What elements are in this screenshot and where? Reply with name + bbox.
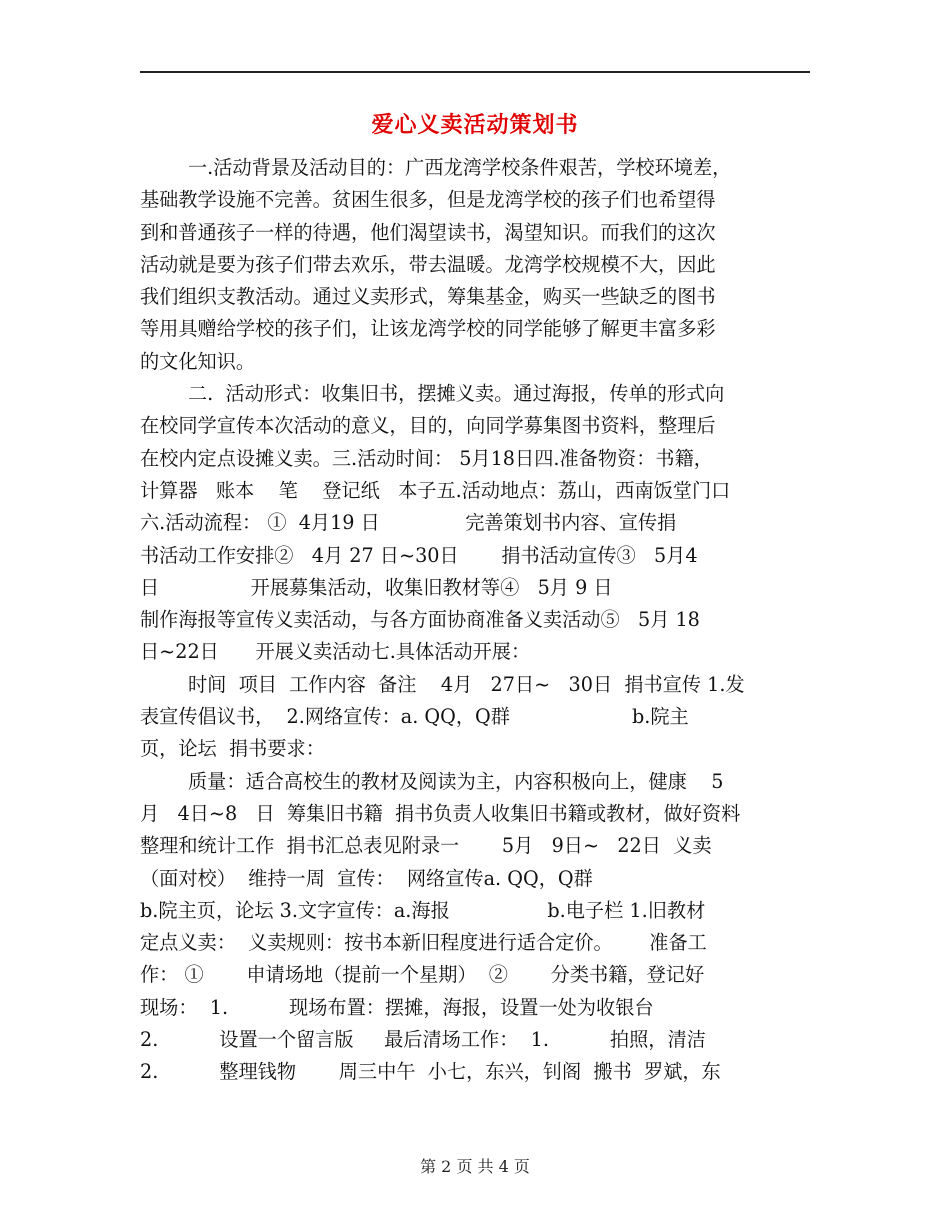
paragraph-line: 制作海报等宣传义卖活动，与各方面协商准备义卖活动⑤ 5月 18 [140, 608, 700, 632]
paragraph-line: 日~22日 开展义卖活动七.具体活动开展： [140, 640, 531, 664]
paragraph-line: 一.活动背景及活动目的：广西龙湾学校条件艰苦，学校环境差， [188, 156, 732, 179]
paragraph-line: 二. 活动形式：收集旧书，摆摊义卖。通过海报，传单的形式向 [188, 382, 725, 406]
paragraph-line: 整理和统计工作 捐书汇总表见附录一 5月 9日~ 22日 义卖 [140, 834, 712, 858]
paragraph-line: （面对校） 维持一周 宣传： 网络宣传a. QQ，Q群 [140, 866, 593, 890]
paragraph-line: 等用具赠给学校的孩子们，让该龙湾学校的同学能够了解更丰富多彩 [140, 317, 716, 341]
paragraph-line: 的文化知识。 [140, 349, 256, 373]
document-title: 爱心义卖活动策划书 [371, 112, 579, 138]
paragraph-line: 计算器 账本 笔 登记纸 本子五.活动地点：荔山，西南饭堂门口 [140, 478, 731, 502]
paragraph-line: 2. 设置一个留言版 最后清场工作： 1. 拍照，清洁 [140, 1028, 706, 1052]
paragraph-line: 在校同学宣传本次活动的意义，目的，向同学募集图书资料，整理后 [140, 414, 716, 438]
document-body [140, 152, 808, 1089]
paragraph-line: b.院主页，论坛 3.文字宣传：a.海报 b.电子栏 1.旧教材 [140, 898, 706, 922]
paragraph-line: 基础教学设施不完善。贫困生很多，但是龙湾学校的孩子们也希望得 [140, 188, 716, 212]
paragraph-line: 时间 项目 工作内容 备注 4月 27日~ 30日 捐书宣传 1.发 [188, 672, 745, 696]
paragraph-line: 定点义卖： 义卖规则：按书本新旧程度进行适合定价。 准备工 [140, 931, 707, 955]
paragraph-line: 页，论坛 捐书要求： [140, 737, 325, 761]
paragraph-line: 作： ① 申请场地（提前一个星期） ② 分类书籍，登记好 [140, 963, 705, 987]
paragraph-line: 活动就是要为孩子们带去欢乐，带去温暖。龙湾学校规模不大，因此 [140, 252, 716, 276]
header-rule [140, 71, 810, 73]
paragraph-line: 书活动工作安排② 4月 27 日~30日 捐书活动宣传③ 5月4 [140, 543, 698, 567]
paragraph-line: 我们组织支教活动。通过义卖形式，筹集基金，购买一些缺乏的图书 [140, 285, 716, 309]
paragraph-line: 质量：适合高校生的教材及阅读为主，内容积极向上，健康 5 [188, 769, 724, 793]
paragraph-line: 到和普通孩子一样的待遇，他们渴望读书，渴望知识。而我们的这次 [140, 220, 716, 244]
paragraph-line: 现场： 1. 现场布置：摆摊，海报，设置一处为收银台 [140, 995, 654, 1019]
paragraph-line: 日 开展募集活动，收集旧教材等④ 5月 9 日 [140, 575, 613, 599]
paragraph-line: 在校内定点设摊义卖。三.活动时间： 5月18日四.准备物资：书籍， [140, 446, 713, 470]
paragraph-line: 2. 整理钱物 周三中午 小七，东兴，钊阁 搬书 罗斌，东 [140, 1060, 721, 1084]
paragraph-line: 表宣传倡议书， 2.网络宣传：a. QQ，Q群 b.院主 [140, 705, 689, 729]
paragraph-line: 月 4日~8 日 筹集旧书籍 捐书负责人收集旧书籍或教材，做好资料 [140, 801, 741, 825]
paragraph-line: 六.活动流程： ① 4月19 日 完善策划书内容、宣传捐 [140, 511, 677, 535]
page-footer: 第 2 页 共 4 页 [420, 1157, 530, 1176]
